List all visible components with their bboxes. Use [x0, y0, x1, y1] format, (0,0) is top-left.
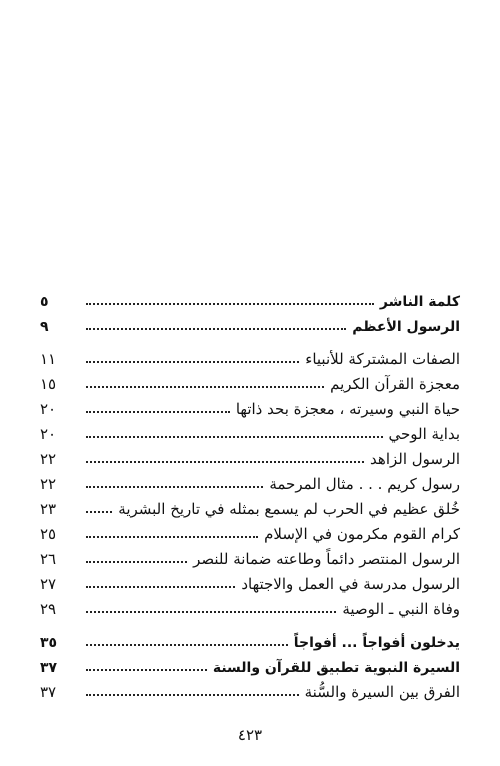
toc-entry-title: معجزة القرآن الكريم — [330, 375, 460, 393]
toc-entry-title: الرسول الزاهد — [370, 450, 460, 468]
toc-entry-title: السيرة النبوية تطبيق للقرآن والسنة — [212, 660, 460, 676]
leader-dots — [86, 561, 187, 563]
toc-entry-page: ٢٩ — [40, 600, 57, 618]
toc-entry-page: ٢٥ — [40, 525, 57, 543]
leader-dots — [86, 611, 336, 613]
toc-entry — [40, 567, 460, 592]
toc-entry-page: ٢٢ — [40, 450, 57, 468]
table-of-contents — [40, 284, 460, 700]
toc-entry-title: الرسول الأعظم — [352, 319, 460, 335]
leader-dots — [86, 328, 346, 330]
leader-dots — [86, 411, 230, 413]
toc-entry — [40, 284, 460, 309]
toc-entry — [40, 442, 460, 467]
leader-dots — [86, 361, 299, 363]
toc-entry-title: الرسول المنتصر دائماً وطاعته ضمانة للنصر — [193, 550, 460, 568]
toc-entry-title: كرام القوم مكرمون في الإسلام — [264, 525, 460, 543]
leader-dots — [86, 511, 112, 513]
toc-entry-title: رسول كريم . . . مثال المرحمة — [269, 475, 460, 493]
page-number: ٤٢٣ — [237, 726, 263, 744]
toc-entry-page: ٣٥ — [40, 635, 58, 651]
leader-dots — [86, 669, 207, 671]
toc-entry-page: ١١ — [40, 350, 57, 368]
toc-entry-page: ٩ — [40, 319, 49, 335]
toc-entry-title: الصفات المشتركة للأنبياء — [305, 350, 460, 368]
toc-entry — [40, 592, 460, 617]
toc-entry — [40, 517, 460, 542]
toc-entry — [40, 542, 460, 567]
toc-entry-title: بداية الوحي — [388, 425, 460, 443]
toc-entry-page: ٣٧ — [40, 683, 57, 701]
toc-entry-page: ٢٠ — [40, 425, 57, 443]
toc-entry-title: الفرق بين السيرة والسُّنة — [304, 683, 460, 701]
leader-dots — [86, 644, 288, 646]
toc-entry-page: ٥ — [40, 294, 49, 310]
toc-entry — [40, 392, 460, 417]
toc-entry-page: ٢٢ — [40, 475, 57, 493]
leader-dots — [86, 694, 299, 696]
toc-entry — [40, 467, 460, 492]
toc-entry — [40, 650, 460, 675]
toc-entry-page: ٢٣ — [40, 500, 57, 518]
toc-entry-title: يدخلون أفواجاً ... أفواجاً — [293, 635, 460, 651]
leader-dots — [86, 461, 364, 463]
leader-dots — [86, 536, 258, 538]
leader-dots — [86, 586, 235, 588]
toc-entry-title: وفاة النبي ـ الوصية — [342, 600, 460, 618]
toc-entry — [40, 417, 460, 442]
toc-entry-page: ٢٧ — [40, 575, 57, 593]
toc-entry-page: ٣٧ — [40, 660, 58, 676]
toc-entry — [40, 367, 460, 392]
toc-entry-title: حياة النبي وسيرته ، معجزة بحد ذاتها — [235, 400, 460, 418]
toc-entry — [40, 492, 460, 517]
toc-entry — [40, 309, 460, 334]
toc-entry — [40, 675, 460, 700]
toc-entry — [40, 625, 460, 650]
toc-entry — [40, 342, 460, 367]
leader-dots — [86, 303, 374, 305]
toc-entry-title: كلمة الناشر — [379, 294, 460, 310]
leader-dots — [86, 486, 263, 488]
leader-dots — [86, 436, 383, 438]
toc-entry-title: الرسول مدرسة في العمل والاجتهاد — [241, 575, 460, 593]
leader-dots — [86, 386, 324, 388]
toc-entry-page: ١٥ — [40, 375, 57, 393]
toc-entry-page: ٢٦ — [40, 550, 57, 568]
toc-entry-page: ٢٠ — [40, 400, 57, 418]
toc-entry-title: خُلق عظيم في الحرب لم يسمع بمثله في تاريخ البشرية — [118, 500, 460, 518]
